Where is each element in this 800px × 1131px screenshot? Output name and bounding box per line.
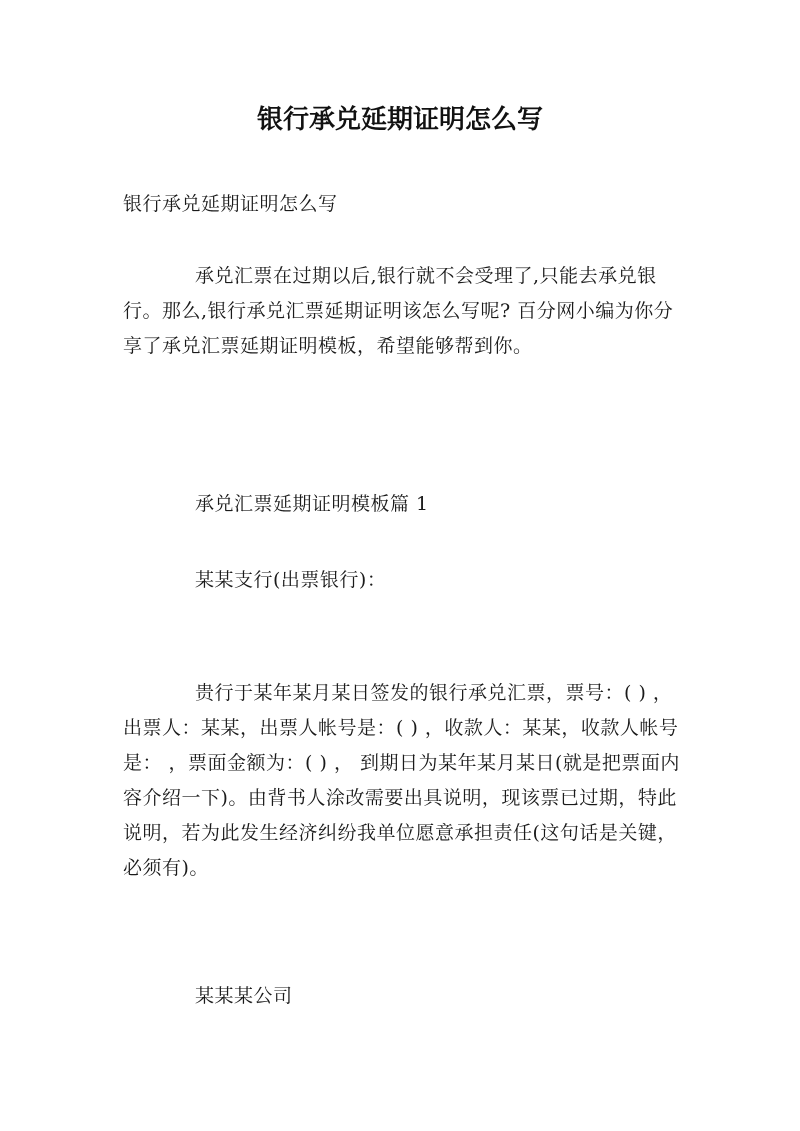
body-paragraph: 贵行于某年某月某日签发的银行承兑汇票，票号：( ) ， 出票人：某某，出票人帐号是：( ) ，收款人：某某，收款人帐号是： ，票面金额为：( ) ， 到期日为某年某月某日(就是把票面内容介绍一下)。由背书人涂改需要出具说明，现该票已过期，特此说明，若为此发生经济纠纷我单位愿意承担责任(这句话是关键，必须有)。 [123,682,680,879]
signature-line: 某某某公司 [195,985,293,1007]
salutation-line: 某某支行(出票银行)： [195,569,387,591]
template-heading: 承兑汇票延期证明模板篇 1 [195,493,429,515]
document-subtitle: 银行承兑延期证明怎么写 [123,193,338,215]
intro-paragraph: 承兑汇票在过期以后,银行就不会受理了,只能去承兑银行。那么,银行承兑汇票延期证明该怎么写呢? 百分网小编为你分享了承兑汇票延期证明模板，希望能够帮到你。 [123,265,674,357]
document-title: 银行承兑延期证明怎么写 [256,105,543,135]
